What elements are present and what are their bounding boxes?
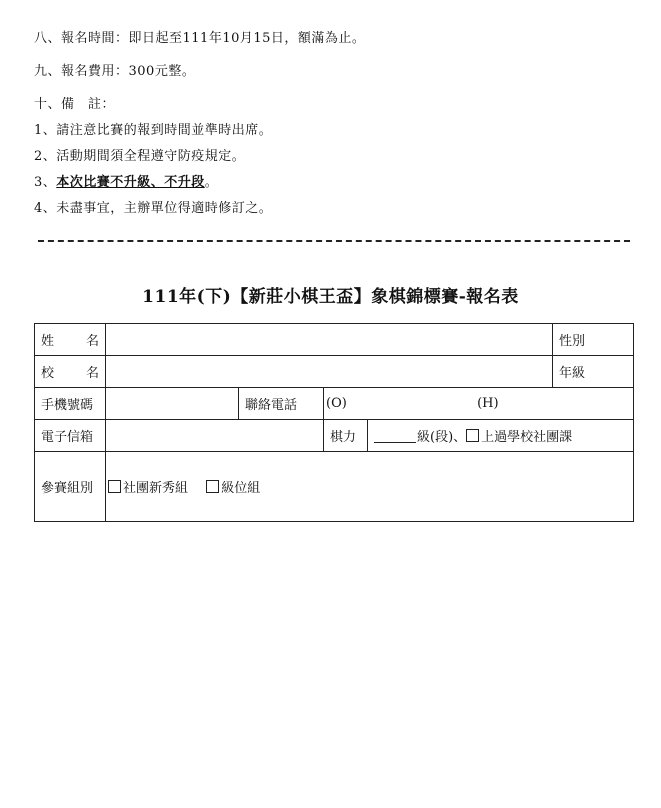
name-label-cell bbox=[35, 324, 106, 356]
skill-field[interactable] bbox=[368, 420, 634, 452]
skill-level-text: 級(段)、 bbox=[417, 430, 467, 445]
note-3-emphasis: 本次比賽不升級、不升段 bbox=[56, 175, 205, 190]
item-registration-time: 八、報名時間：即日起至111年10月15日，額滿為止。 bbox=[34, 31, 366, 46]
form-row-phone bbox=[35, 388, 634, 420]
phone-field[interactable] bbox=[324, 388, 634, 420]
phone-home-label: (H) bbox=[477, 396, 499, 411]
name-label-b: 名 bbox=[85, 334, 99, 349]
name-label-a: 姓 bbox=[41, 334, 55, 349]
skill-level-blank[interactable] bbox=[374, 442, 416, 443]
group-option2-label: 級位組 bbox=[221, 481, 261, 496]
skill-label: 棋力 bbox=[324, 420, 368, 452]
item-registration-fee: 九、報名費用：300元整。 bbox=[34, 64, 196, 79]
note-4: 4、未盡事宜，主辦單位得適時修訂之。 bbox=[34, 201, 273, 216]
email-field[interactable] bbox=[106, 420, 324, 452]
group-option2-checkbox[interactable] bbox=[206, 480, 219, 493]
item-notes-heading: 十、備 註： bbox=[34, 97, 116, 112]
group-option1-label: 社團新秀組 bbox=[123, 481, 189, 496]
group-label: 參賽組別 bbox=[35, 452, 106, 522]
school-field[interactable] bbox=[106, 356, 553, 388]
form-row-email bbox=[35, 420, 634, 452]
form-row-group bbox=[35, 452, 634, 522]
mobile-label: 手機號碼 bbox=[35, 388, 106, 420]
skill-club-text: 上過學校社團課 bbox=[481, 430, 573, 445]
form-row-school bbox=[35, 356, 634, 388]
mobile-field[interactable] bbox=[106, 388, 239, 420]
school-label-b: 名 bbox=[85, 366, 99, 381]
group-option1-checkbox[interactable] bbox=[108, 480, 121, 493]
note-3 bbox=[34, 171, 218, 190]
school-label-cell bbox=[35, 356, 106, 388]
gender-label: 性別 bbox=[553, 324, 634, 356]
school-label-a: 校 bbox=[41, 366, 55, 381]
note-3-prefix: 3、 bbox=[34, 175, 57, 190]
club-checkbox[interactable] bbox=[466, 429, 479, 442]
email-label: 電子信箱 bbox=[35, 420, 106, 452]
registration-form-table bbox=[34, 323, 634, 522]
grade-label: 年級 bbox=[553, 356, 634, 388]
cut-line-divider bbox=[38, 240, 630, 242]
note-1: 1、請注意比賽的報到時間並準時出席。 bbox=[34, 123, 273, 138]
name-field[interactable] bbox=[106, 324, 553, 356]
group-field bbox=[106, 452, 634, 522]
form-title: 111年(下)【新莊小棋王盃】象棋錦標賽-報名表 bbox=[142, 287, 519, 307]
form-row-name bbox=[35, 324, 634, 356]
note-2: 2、活動期間須全程遵守防疫規定。 bbox=[34, 149, 246, 164]
phone-office-label: (O) bbox=[326, 396, 347, 411]
phone-label: 聯絡電話 bbox=[239, 388, 324, 420]
note-3-suffix: 。 bbox=[204, 175, 219, 190]
